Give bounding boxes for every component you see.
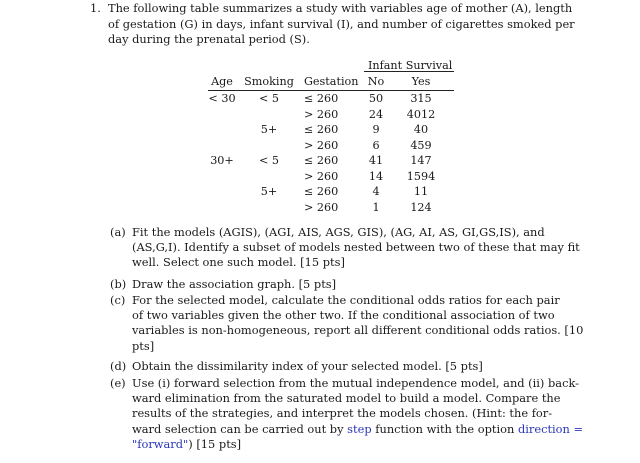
- part-text: [132, 359, 560, 374]
- table-cell-gestation: > 260: [304, 107, 339, 121]
- table-cell-yes: 124: [410, 200, 432, 214]
- table-cell-yes: 459: [410, 138, 432, 152]
- table-cell-yes: 11: [413, 185, 429, 198]
- table-cell-yes: 4012: [406, 107, 436, 121]
- table-cell-age: < 30: [208, 92, 236, 105]
- table-cell-gestation: ≤ 260: [304, 185, 339, 198]
- code-keyword: "forward": [132, 436, 189, 451]
- part-label: (c): [110, 293, 126, 307]
- table-cell-yes: 315: [410, 92, 432, 105]
- code-keyword: direction =: [517, 421, 584, 436]
- table-cell-gestation: > 260: [304, 200, 339, 214]
- part-text: [132, 277, 560, 292]
- table-cell-age: 30+: [210, 154, 234, 167]
- table-cell-gestation: ≤ 260: [304, 154, 339, 167]
- part-line: pts]: [132, 338, 155, 353]
- spanning-header: Infant Survival: [368, 59, 453, 72]
- intro-line: The following table summarizes a study with variables age of mother (A), length: [108, 1, 573, 15]
- part-line: ward elimination from the saturated model to build a model. Compare the: [132, 391, 561, 406]
- header-yes: Yes: [411, 75, 431, 88]
- code-keyword: step: [347, 421, 372, 436]
- header-age: Age: [211, 75, 233, 88]
- part-text: [132, 376, 584, 452]
- table-cell-no: 41: [368, 154, 384, 167]
- table-cell-yes: 40: [413, 123, 429, 136]
- part-line: results of the strategies, and interpret the models chosen. (Hint: the for-: [132, 406, 553, 421]
- part-text: [132, 293, 584, 354]
- part-label: (b): [110, 277, 127, 291]
- intro-line: of gestation (G) in days, infant survival (I), and number of cigarettes smoked per: [108, 16, 575, 31]
- question-number: 1.: [90, 1, 101, 15]
- table-cell-yes: 1594: [406, 169, 436, 183]
- table-cell-no: 4: [372, 185, 380, 198]
- table-cell-smoking: 5+: [260, 123, 278, 136]
- table-cell-smoking: 5+: [260, 185, 278, 198]
- part-line: (AS,G,I). Identify a subset of models nested between two of these that may fit: [132, 240, 580, 255]
- table-cell-gestation: ≤ 260: [304, 92, 339, 105]
- part-line: "forward") [15 pts]: [132, 436, 242, 451]
- intro-line: day during the prenatal period (S).: [108, 32, 310, 46]
- part-label: (d): [110, 359, 127, 373]
- part-line: well. Select one such model. [15 pts]: [132, 255, 345, 270]
- header-no: No: [367, 75, 385, 88]
- part-line: Draw the association graph. [5 pts]: [132, 277, 337, 291]
- part-label: (e): [110, 376, 126, 390]
- part-line: Use (i) forward selection from the mutual independence model, and (ii) back-: [132, 376, 579, 390]
- table-cell-no: 6: [372, 138, 380, 152]
- header-gestation: Gestation: [304, 75, 359, 88]
- part-label: (a): [110, 225, 126, 239]
- table-cell-no: 50: [368, 92, 384, 105]
- table-cell-no: 1: [372, 200, 380, 214]
- part-line: Obtain the dissimilarity index of your selected model. [5 pts]: [132, 359, 483, 373]
- part-line: Fit the models (AGIS), (AGI, AIS, AGS, GIS), (AG, AI, AS, GI,GS,IS), and: [132, 225, 545, 239]
- table-cell-gestation: > 260: [304, 169, 339, 183]
- table-cell-no: 24: [368, 107, 384, 121]
- table-cell-no: 9: [372, 123, 380, 136]
- table-cell-yes: 147: [410, 154, 432, 167]
- part-line: ward selection can be carried out by step function with the option direction =: [132, 421, 584, 436]
- part-line: For the selected model, calculate the conditional odds ratios for each pair: [132, 293, 560, 307]
- part-line: of two variables given the other two. If the conditional association of two: [132, 308, 555, 323]
- part-text: [132, 225, 580, 271]
- part-line: variables is non-homogeneous, report all different conditional odds ratios. [10: [132, 323, 584, 338]
- header-rule-bottom: [208, 90, 454, 91]
- header-smoking: Smoking: [244, 75, 294, 88]
- question-intro: [108, 1, 575, 48]
- table-cell-gestation: > 260: [304, 138, 339, 152]
- table-cell-gestation: ≤ 260: [304, 123, 339, 136]
- table-cell-smoking: < 5: [258, 92, 280, 105]
- table-cell-smoking: < 5: [258, 154, 280, 167]
- table-cell-no: 14: [368, 169, 384, 183]
